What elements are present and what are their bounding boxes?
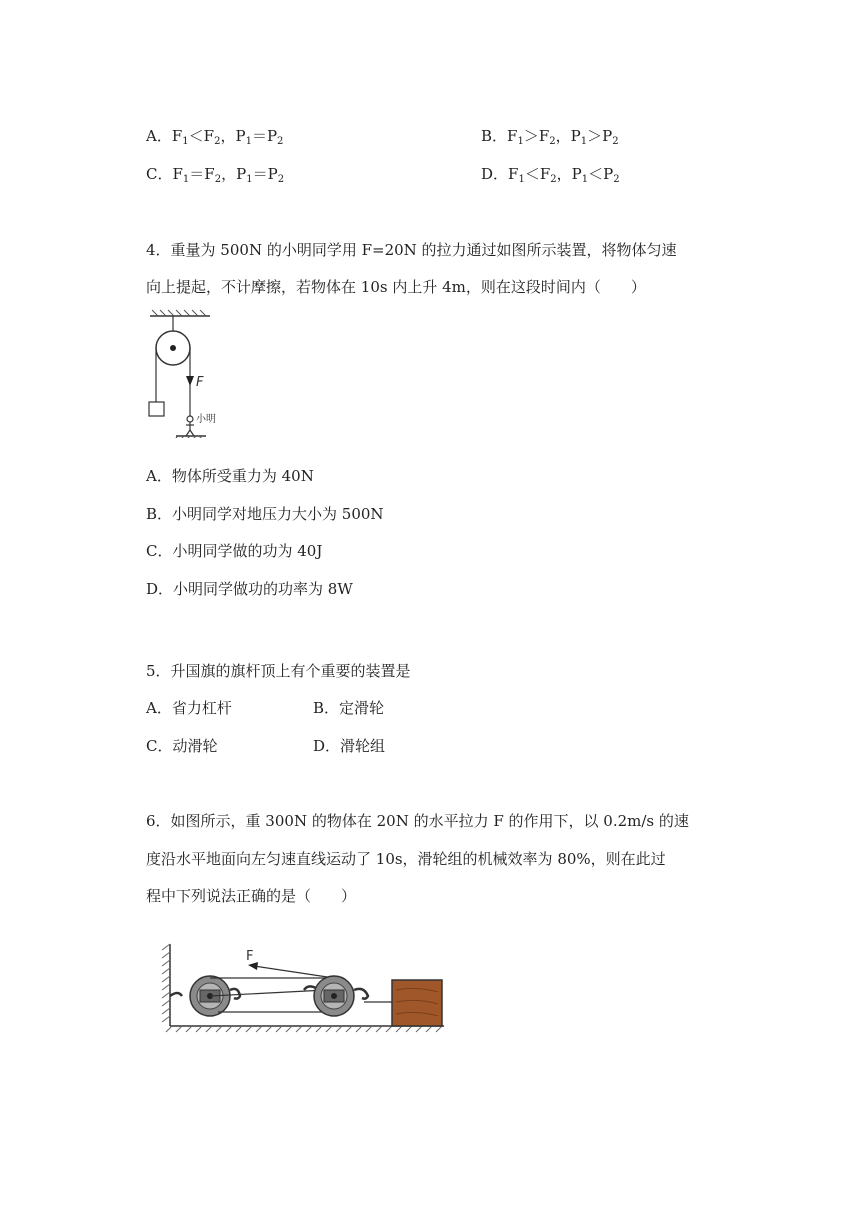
q5-option-a: A．省力杠杆 bbox=[146, 699, 232, 717]
q4-option-d: D．小明同学做功的功率为 8W bbox=[146, 580, 353, 598]
q6-stem-line3: 程中下列说法正确的是（ ） bbox=[146, 887, 357, 905]
q5-option-d: D．滑轮组 bbox=[313, 737, 386, 755]
q4-stem-line2: 向上提起，不计摩擦，若物体在 10s 内上升 4m，则在这段时间内（ ） bbox=[146, 278, 646, 296]
q4-force-label: F bbox=[196, 375, 204, 390]
q4-pulley-figure bbox=[140, 308, 230, 438]
q4-person-label: 小明 bbox=[196, 414, 216, 425]
q5-option-c: C．动滑轮 bbox=[146, 737, 218, 755]
q3-option-d: D．$F_1<F_2$，$P_1<P_2$ bbox=[481, 165, 620, 185]
q4-option-c: C．小明同学做的功为 40J bbox=[146, 542, 323, 560]
q5-option-b: B．定滑轮 bbox=[313, 699, 385, 717]
q6-pulley-figure bbox=[158, 938, 458, 1038]
q4-stem-line1: 4．重量为 500N 的小明同学用 F=20N 的拉力通过如图所示装置，将物体匀速 bbox=[146, 241, 677, 259]
q4-option-b: B．小明同学对地压力大小为 500N bbox=[146, 505, 384, 523]
q3-option-c: C．$F_1=F_2$，$P_1=P_2$ bbox=[146, 165, 285, 185]
q5-stem: 5．升国旗的旗杆顶上有个重要的装置是 bbox=[146, 662, 411, 680]
q3-option-a: A．$F_1<F_2$，$P_1=P_2$ bbox=[146, 127, 284, 147]
q6-stem-line2: 度沿水平地面向左匀速直线运动了 10s，滑轮组的机械效率为 80%，则在此过 bbox=[146, 850, 666, 868]
q3-option-b: B．$F_1>F_2$，$P_1>P_2$ bbox=[481, 127, 619, 147]
q4-option-a: A．物体所受重力为 40N bbox=[146, 467, 314, 485]
q6-force-label: F bbox=[246, 949, 254, 964]
q6-stem-line1: 6．如图所示，重 300N 的物体在 20N 的水平拉力 F 的作用下，以 0.2m/s 的速 bbox=[146, 812, 689, 830]
